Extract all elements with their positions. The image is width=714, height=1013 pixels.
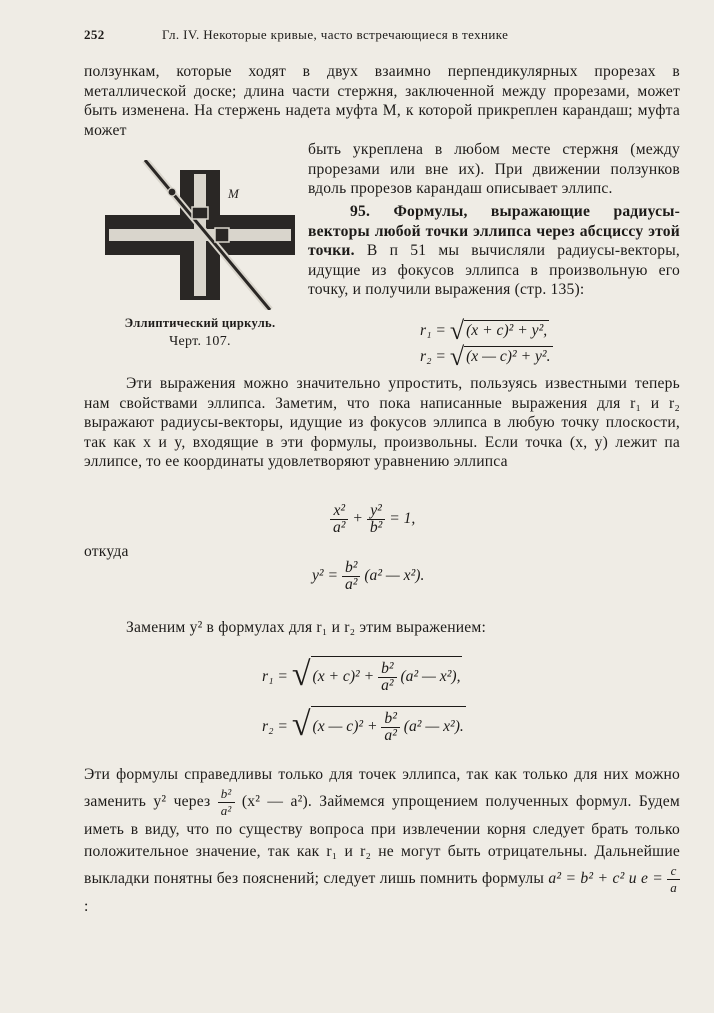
radicand-part: (a² — x²), [400, 668, 461, 686]
formula-r1-substituted [262, 656, 462, 694]
text-run: (x² — a²). Займемся [241, 793, 385, 811]
frac-den: b² [369, 519, 383, 536]
sleeve-label: M [228, 186, 239, 201]
fraction [667, 863, 680, 896]
frac-num: x² [330, 503, 348, 520]
elliptic-compass-figure [100, 160, 300, 310]
fraction [378, 661, 396, 694]
formula-r2-substituted [262, 706, 466, 744]
paragraph-intro-cont: быть укреплена в любом месте стержня (между прорезами или вне их). При движении ползунков вдоль прорезов карандаш описывает эллипс. [308, 141, 680, 198]
fraction [218, 786, 235, 819]
running-title: Гл. IV. Некоторые кривые, часто встречающиеся в технике [162, 27, 509, 42]
formula-r1-lhs: r₁ = [420, 322, 446, 339]
equation-rhs: (a² — x²). [364, 567, 425, 585]
page-number: 252 [84, 27, 105, 42]
figure-caption: Эллиптический циркуль. [124, 316, 276, 330]
frac-den: a² [344, 576, 358, 593]
section-title: Формулы, выражающие радиусы-векторы любой точки эллипса через абсциссу этой точки. [308, 203, 680, 260]
page-header [84, 27, 666, 47]
frac-num: c [667, 863, 680, 880]
fraction [330, 503, 348, 536]
paragraph-simplify: Эти выражения можно значительно упростить, пользуясь известными теперь нам свойствами эллипса. Заметим, что пока написанные выражения для r₁ и r₂ выражают радиусы-векторы, идущие из фокусов эллипса в любую точку плоскости, так как x и y, входящие в эти формулы, произвольны. Если точка (x, y) лежит па эллипсе, то ее координаты удовлетворяют уравнению эллипса [84, 375, 680, 471]
slider-horizontal [215, 228, 229, 242]
radicand-part: (a² — x²). [403, 718, 464, 736]
word-otkuda: откуда [84, 543, 129, 560]
frac-den: a² [333, 519, 346, 536]
figure-number: Черт. 107. [169, 334, 231, 349]
slider-vertical [192, 207, 208, 219]
plus-sign: + [352, 510, 363, 528]
formula-radicand [311, 706, 466, 744]
frac-num: b² [218, 786, 235, 803]
radicand-part: (x — c)² + [312, 718, 378, 736]
formula-r2 [420, 342, 553, 371]
frac-den: a² [384, 727, 397, 744]
frac-num: b² [342, 560, 360, 577]
text-run: : [84, 898, 89, 915]
frac-den: a² [220, 803, 232, 818]
fraction [381, 711, 399, 744]
formula-r1-radicand: (x + c)² + y², [466, 322, 548, 339]
text-run: Эти формулы справедливы только для точек эллипса, так как только для них можно заменить y² через [84, 766, 680, 811]
formula-r2-lhs: r₂ = [420, 348, 446, 365]
fraction [367, 503, 385, 536]
formula-r2-radicand: (x — c)² + y². [466, 348, 551, 365]
paragraph-intro: ползункам, которые ходят в двух взаимно перпендикулярных прорезах в металлической доске; длина части стержня, заключенной между прорезами, может быть изменена. На стержень надета муфта M, к которой прикреплен карандаш; муфта может [84, 63, 680, 139]
formula-lhs: r₁ = [262, 668, 288, 686]
radical-sign: √ [291, 706, 311, 744]
section-95 [308, 202, 680, 300]
section-text: В п 51 мы вычисляли радиусы-векторы, идущие из фокусов эллипса в произвольную его точку, и получили выражения (стр. 135): [308, 242, 680, 299]
equation-ellipse [330, 503, 415, 536]
paragraph-substitute: Заменим y² в формулах для r₁ и r₂ этим выражением: [126, 619, 487, 636]
equation-lhs: y² = [312, 567, 339, 585]
radical-sign: √ [291, 656, 311, 694]
equation-rhs: = 1, [389, 510, 416, 528]
radical-sign: √ [449, 316, 465, 345]
inline-formula: a² = b² + c² и e = [548, 870, 664, 888]
text-run: упрощением полученных формул. Будем иметь в виду, что по существу вопроса при извлечении корня следует брать только положительное значение, так как r₁ и r₂ не могут быть отрицательны. Дальнейшие выкладки понятны без пояснений; следует лишь помнить формулы [84, 793, 680, 888]
sleeve [168, 188, 176, 196]
radicand-part: (x + c)² + [312, 668, 375, 686]
formula-radicand [311, 656, 463, 694]
frac-num: b² [381, 711, 399, 728]
radical-sign: √ [449, 342, 465, 371]
section-number: 95. [350, 203, 371, 220]
equation-y-squared [312, 560, 424, 593]
formula-lhs: r₂ = [262, 718, 288, 736]
frac-num: y² [367, 503, 385, 520]
paragraph-conclusion [84, 764, 680, 918]
frac-den: a [670, 880, 677, 895]
fraction [342, 560, 360, 593]
frac-num: b² [378, 661, 396, 678]
formula-r1 [420, 316, 549, 345]
frac-den: a² [381, 677, 394, 694]
